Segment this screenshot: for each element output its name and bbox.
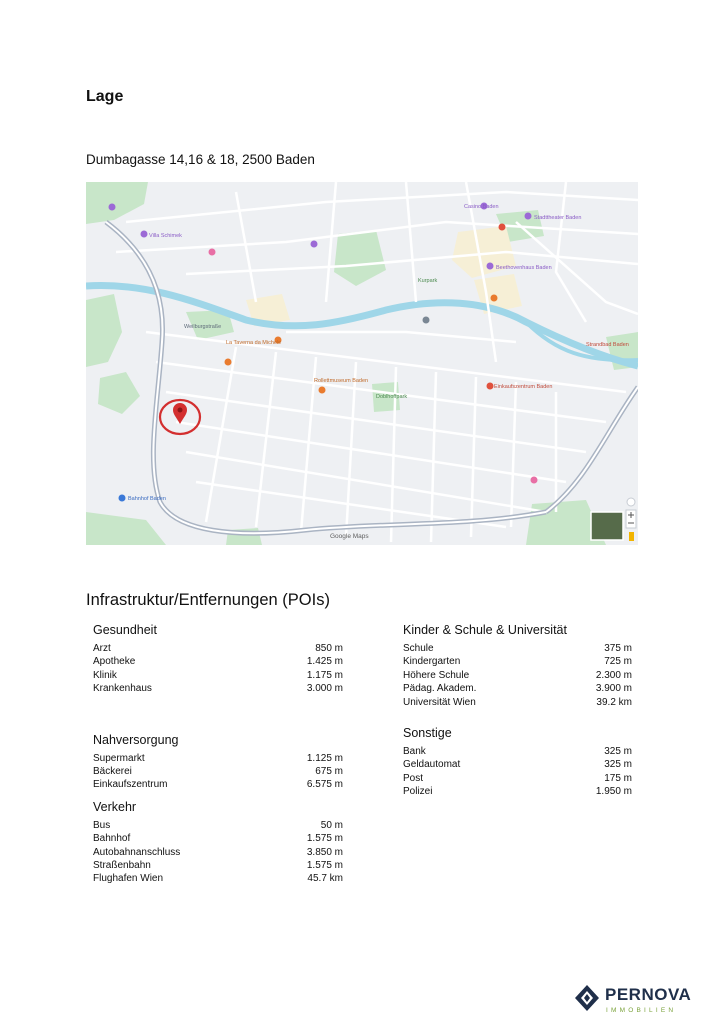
- poi-section-title: Gesundheit: [93, 623, 157, 637]
- poi-distance: 325 m: [604, 759, 632, 771]
- map-label-rollett: Rollettmuseum Baden: [314, 378, 369, 384]
- map-label-kurpark: Kurpark: [418, 278, 438, 284]
- poi-row: [93, 778, 343, 791]
- poi-name: Klinik: [93, 669, 117, 681]
- poi-distance: 1.575 m: [306, 833, 343, 845]
- poi-name: Universität Wien: [403, 696, 476, 708]
- poi-column-right: [403, 623, 632, 799]
- poi-section-title: Sonstige: [403, 725, 452, 740]
- map-label-doblhoff: Doblhoffpark: [376, 394, 408, 400]
- poi-name: Bus: [93, 819, 111, 831]
- poi-row: [403, 785, 632, 798]
- poi-row: [403, 682, 632, 695]
- poi-row: [403, 696, 632, 709]
- poi-distance: 2.300 m: [595, 669, 632, 681]
- poi-section: [403, 726, 632, 799]
- poi-row: [93, 765, 343, 778]
- poi-row: [93, 752, 343, 765]
- poi-distance: 1.425 m: [306, 656, 343, 668]
- map-label-bahnhof: Bahnhof Baden: [128, 496, 166, 502]
- poi-name: Apotheke: [93, 656, 136, 668]
- poi-distance: 1.175 m: [306, 669, 343, 681]
- logo-diamond-icon: [575, 985, 599, 1011]
- poi-distance: 725 m: [604, 656, 632, 668]
- poi-section: [93, 800, 343, 886]
- poi-name: Schule: [403, 643, 434, 654]
- poi-name: Flughafen Wien: [93, 873, 164, 885]
- poi-section: [403, 623, 632, 709]
- poi-column-left: [93, 623, 343, 886]
- poi-name: Post: [403, 772, 424, 784]
- map-label-weilburg: Weilburgstraße: [184, 324, 222, 330]
- map-label-villa: Villa Schimek: [149, 233, 182, 239]
- poi-section-title: Kinder & Schule & Universität: [403, 623, 567, 637]
- poi-name: Arzt: [93, 643, 111, 654]
- poi-row: [93, 682, 343, 695]
- poi-name: Straßenbahn: [93, 859, 151, 871]
- logo-subtitle: IMMOBILIEN: [606, 1007, 677, 1014]
- poi-row: [93, 846, 343, 859]
- poi-distance: 375 m: [604, 643, 632, 654]
- page-title: Lage: [86, 88, 124, 105]
- map-attribution: Google Maps: [330, 533, 369, 540]
- poi-distance: 50 m: [320, 819, 343, 831]
- poi-row: [93, 655, 343, 668]
- poi-section: [93, 623, 343, 696]
- poi-name: Supermarkt: [93, 752, 145, 764]
- address: Dumbagasse 14,16 & 18, 2500 Baden: [86, 152, 315, 167]
- poi-section-title: Verkehr: [93, 799, 137, 814]
- poi-name: Pädag. Akadem.: [403, 683, 477, 695]
- poi-row: [403, 642, 632, 655]
- poi-name: Geldautomat: [403, 759, 461, 771]
- poi-row: [403, 745, 632, 758]
- map-label-beethoven: Beethovenhaus Baden: [496, 265, 552, 271]
- poi-name: Bank: [403, 745, 426, 757]
- poi-row: [403, 758, 632, 771]
- poi-row: [93, 819, 343, 832]
- map-label-casino: Casino Baden: [464, 204, 499, 210]
- poi-row: [403, 669, 632, 682]
- map-label-stadttheater: Stadttheater Baden: [534, 215, 582, 221]
- map-label-strand: Strandbad Baden: [586, 342, 629, 348]
- poi-distance: 1.950 m: [595, 786, 632, 798]
- poi-section-title: Nahversorgung: [93, 732, 179, 747]
- poi-distance: 6.575 m: [306, 779, 343, 791]
- poi-row: [403, 655, 632, 668]
- poi-name: Krankenhaus: [93, 683, 152, 695]
- pernova-logo: [575, 985, 701, 1015]
- poi-distance: 325 m: [604, 745, 632, 757]
- poi-distance: 1.575 m: [306, 859, 343, 871]
- infrastructure-heading: Infrastruktur/Entfernungen (POIs): [86, 591, 330, 609]
- poi-distance: 39.2 km: [596, 696, 632, 708]
- poi-name: Höhere Schule: [403, 669, 470, 681]
- poi-name: Einkaufszentrum: [93, 779, 168, 791]
- poi-name: Kindergarten: [403, 656, 461, 668]
- poi-row: [93, 859, 343, 872]
- map-label-einkauf: Einkaufszentrum Baden: [494, 384, 553, 390]
- poi-distance: 175 m: [604, 772, 632, 784]
- map-label-latavema: La Taverna da Michele: [226, 340, 282, 346]
- poi-name: Bäckerei: [93, 765, 132, 777]
- logo-name: PERNOVA: [605, 985, 692, 1004]
- location-map[interactable]: [86, 182, 638, 545]
- poi-row: [93, 642, 343, 655]
- poi-distance: 3.850 m: [306, 846, 343, 858]
- poi-row: [93, 669, 343, 682]
- poi-distance: 1.125 m: [306, 752, 343, 764]
- poi-distance: 675 m: [315, 765, 343, 777]
- poi-distance: 3.000 m: [306, 683, 343, 695]
- poi-distance: 45.7 km: [307, 873, 343, 885]
- poi-row: [93, 872, 343, 885]
- poi-name: Bahnhof: [93, 833, 131, 845]
- poi-name: Autobahnanschluss: [93, 846, 181, 858]
- poi-row: [93, 832, 343, 845]
- poi-section: [93, 733, 343, 792]
- poi-distance: 850 m: [315, 643, 343, 654]
- poi-name: Polizei: [403, 786, 433, 798]
- poi-distance: 3.900 m: [595, 683, 632, 695]
- poi-row: [403, 772, 632, 785]
